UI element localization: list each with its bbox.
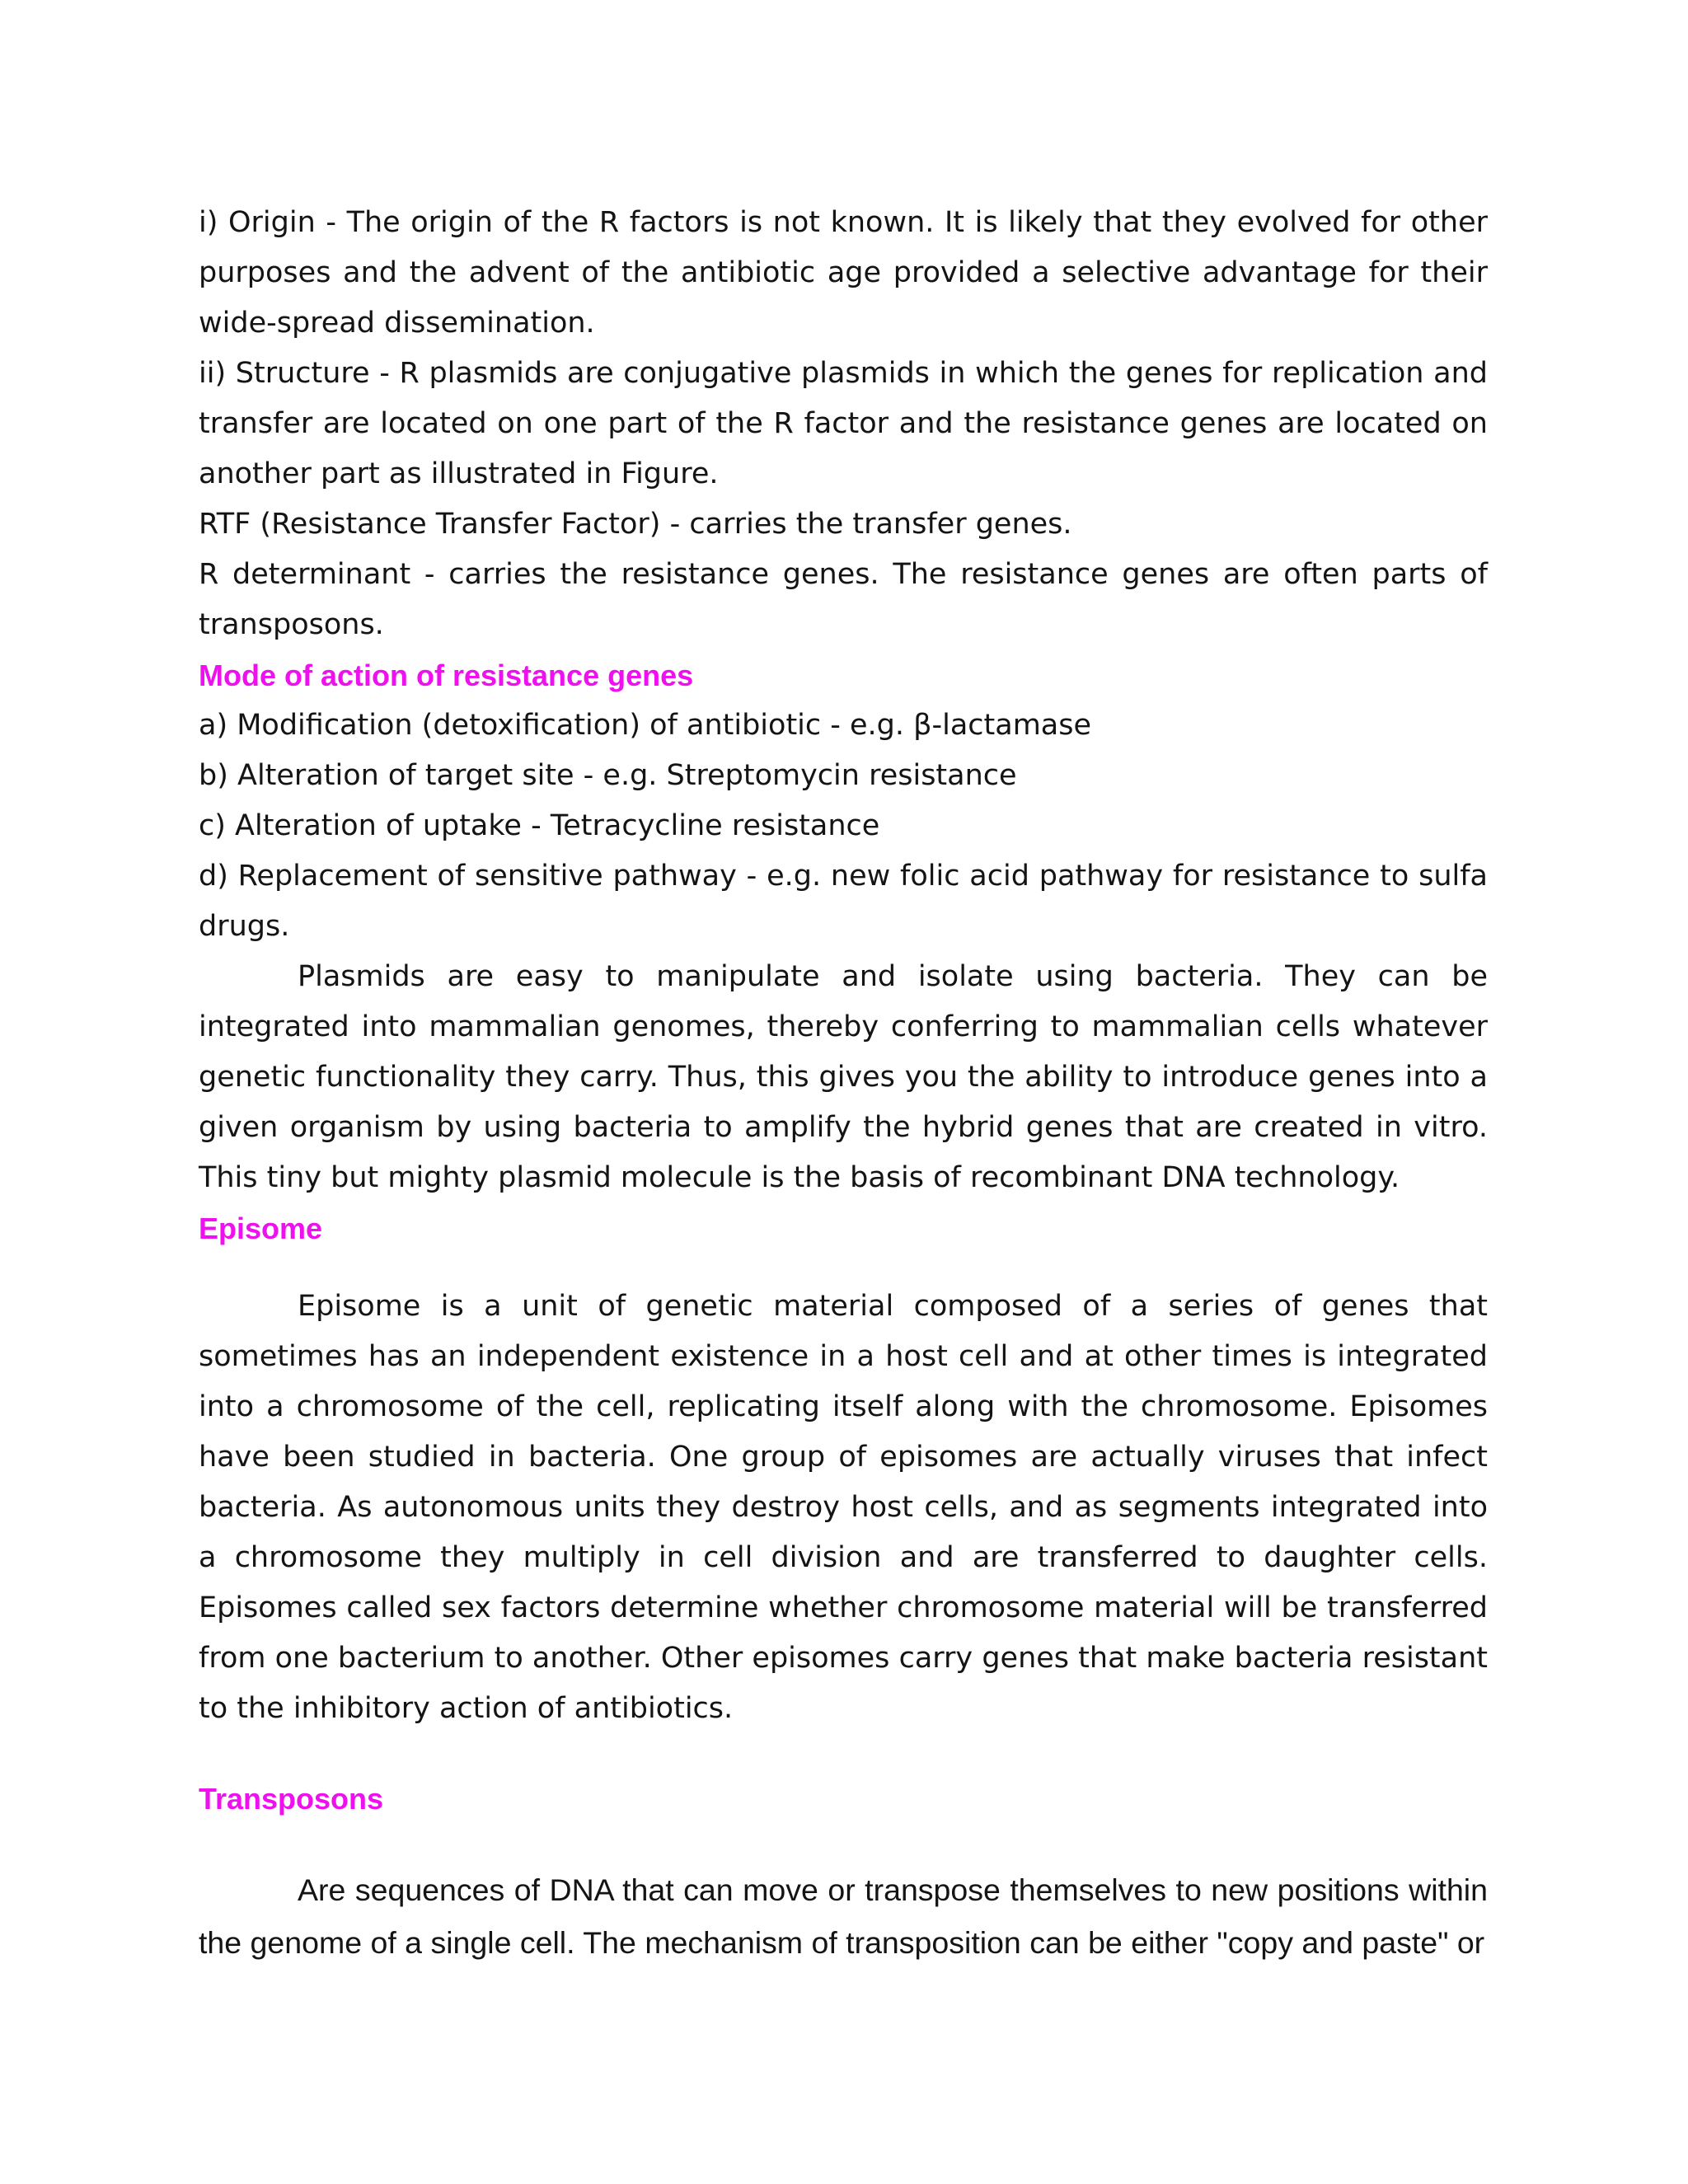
paragraph-episome: Episome is a unit of genetic material composed of a series of genes that sometimes has an independent existence in a host cell and at other times is integrated into a chromosome of the cell, replicating itself along with the chromosome. Episomes have been studied in bacteria. One group of episomes are actually viruses that infect bacteria. As autonomous units they destroy host cells, and as segments integrated into a chromosome they multiply in cell division and are transferred to daughter cells. Episomes called sex factors determine whether chromosome material will be transferred from one bacterium to another. Other episomes carry genes that make bacteria resistant to the inhibitory action of antibiotics. xyxy=(199,1290,1488,1725)
heading-mode-of-action: Mode of action of resistance genes xyxy=(199,658,694,692)
mode-item-b: b) Alteration of target site - e.g. Streptomycin resistance xyxy=(199,759,1017,792)
paragraph-origin: i) Origin - The origin of the R factors is not known. It is likely that they evolved for other purposes and the advent of the antibiotic age provided a selective advantage for their wide-spread dissemination. xyxy=(199,206,1488,340)
spacer xyxy=(199,1824,1488,1863)
paragraph-rtf: RTF (Resistance Transfer Factor) - carries the transfer genes. xyxy=(199,508,1072,541)
paragraph-transposons: Are sequences of DNA that can move or transpose themselves to new positions within the genome of a single cell. The mechanism of transposition can be either "copy and paste" or xyxy=(199,1872,1488,1960)
document-body xyxy=(199,198,1488,1969)
spacer xyxy=(199,1254,1488,1282)
paragraph-structure: ii) Structure - R plasmids are conjugative plasmids in which the genes for replication and transfer are located on one part of the R factor and the resistance genes are located on another part as illustrated in Figure. xyxy=(199,357,1488,490)
spacer xyxy=(199,1734,1488,1774)
paragraph-r-determinant: R determinant - carries the resistance genes. The resistance genes are often parts of transposons. xyxy=(199,558,1488,641)
heading-transposons: Transposons xyxy=(199,1782,384,1816)
mode-item-c: c) Alteration of uptake - Tetracycline resistance xyxy=(199,809,880,842)
heading-episome: Episome xyxy=(199,1212,323,1245)
mode-item-d: d) Replacement of sensitive pathway - e.g. new folic acid pathway for resistance to sulfa drugs. xyxy=(199,860,1488,943)
paragraph-plasmids: Plasmids are easy to manipulate and isolate using bacteria. They can be integrated into mammalian genomes, thereby conferring to mammalian cells whatever genetic functionality they carry. Thus, this gives you the ability to introduce genes into a given organism by using bacteria to amplify the hybrid genes that are created in vitro. This tiny but mighty plasmid molecule is the basis of recombinant DNA technology. xyxy=(199,960,1488,1194)
mode-item-a: a) Modification (detoxification) of antibiotic - e.g. β-lactamase xyxy=(199,709,1092,742)
